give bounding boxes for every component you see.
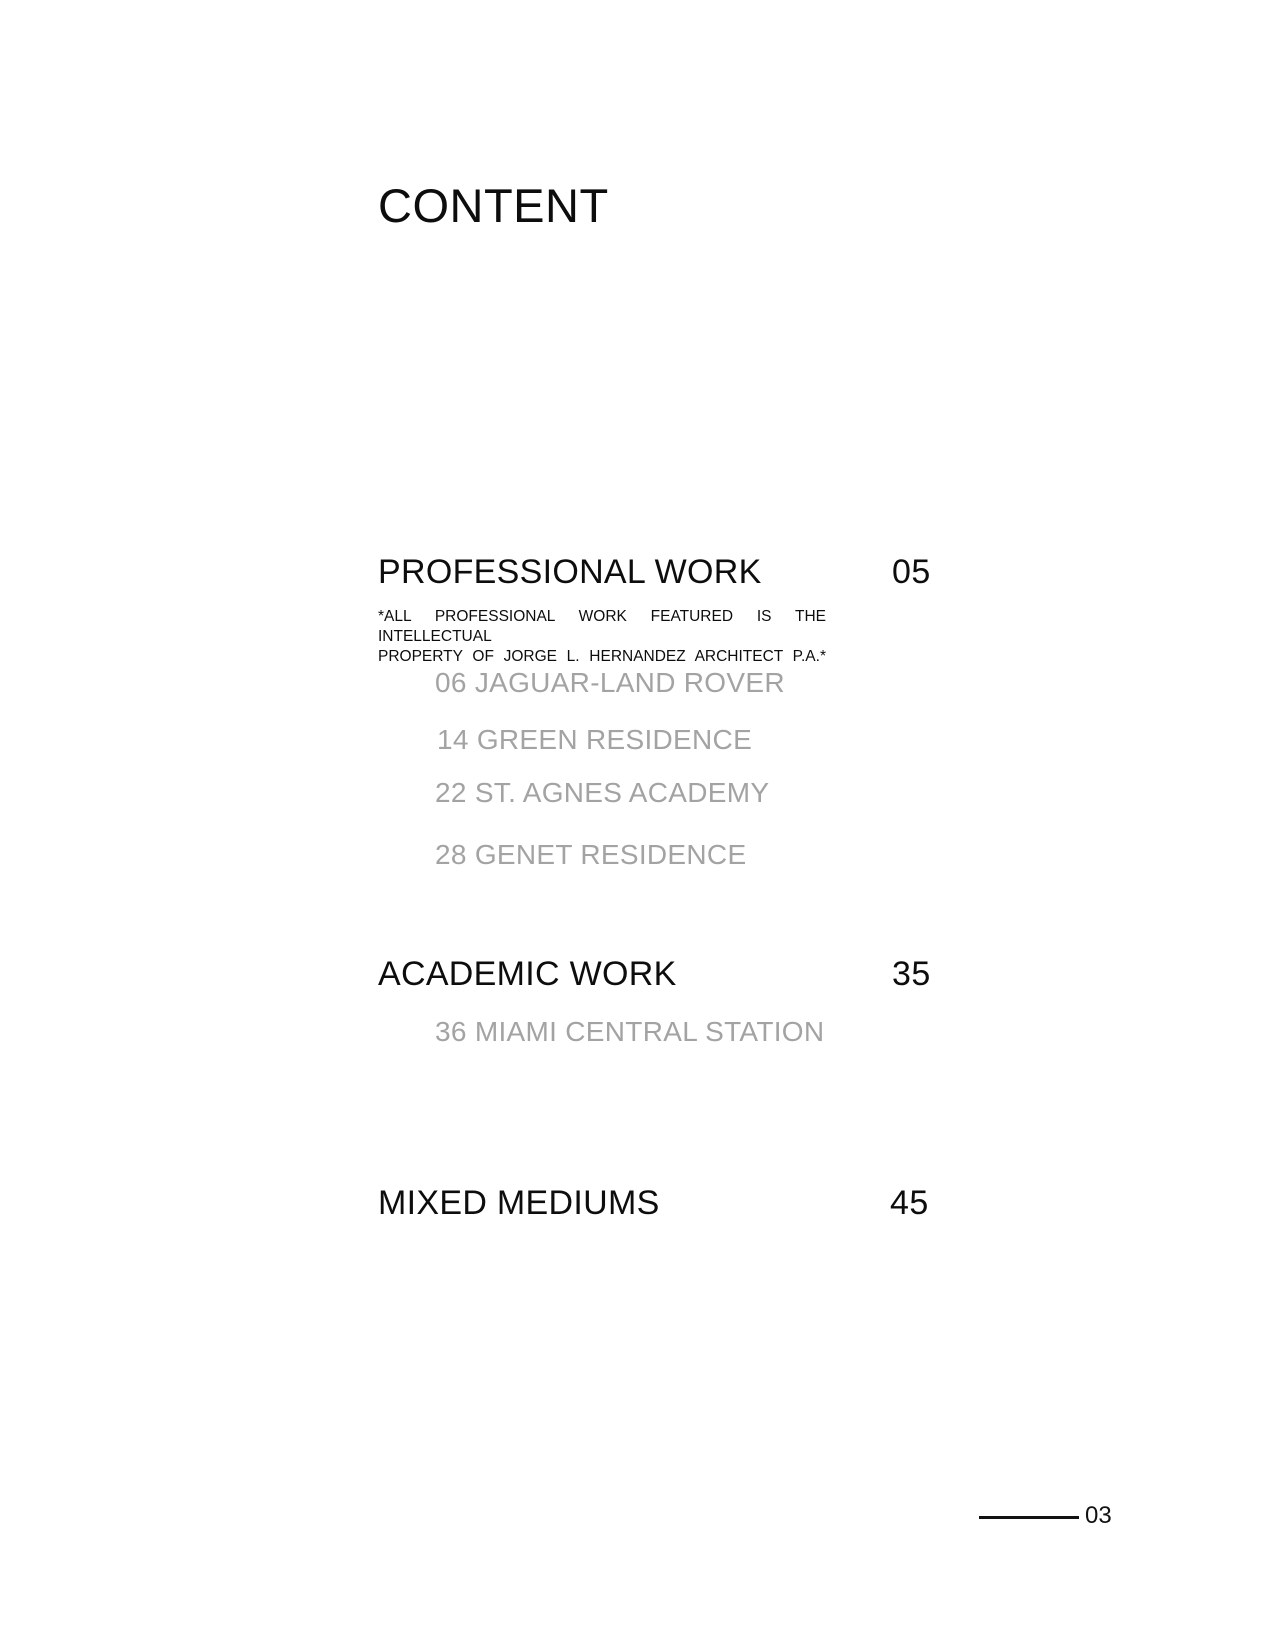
section-title-mixed-mediums[interactable]: MIXED MEDIUMS [378, 1184, 660, 1222]
section-title-academic-work[interactable]: ACADEMIC WORK [378, 955, 677, 993]
disclaimer-line-1: *ALL PROFESSIONAL WORK FEATURED IS THE INTELLECTUAL [378, 608, 826, 645]
disclaimer-line-2: PROPERTY OF JORGE L. HERNANDEZ ARCHITECT P.A.* [378, 648, 826, 665]
toc-item-miami-central-station[interactable]: 36 MIAMI CENTRAL STATION [435, 1016, 825, 1047]
section-title-professional-work[interactable]: PROFESSIONAL WORK [378, 553, 762, 591]
toc-item-st-agnes-academy[interactable]: 22 ST. AGNES ACADEMY [435, 777, 770, 808]
page-title: CONTENT [378, 179, 609, 232]
copyright-disclaimer [378, 607, 826, 667]
toc-item-green-residence[interactable]: 14 GREEN RESIDENCE [437, 724, 753, 755]
toc-item-genet-residence[interactable]: 28 GENET RESIDENCE [435, 839, 747, 870]
footer-rule [979, 1516, 1079, 1519]
section-page-mixed-mediums: 45 [890, 1184, 929, 1222]
section-page-academic-work: 35 [892, 955, 931, 993]
toc-item-jaguar-land-rover[interactable]: 06 JAGUAR-LAND ROVER [435, 667, 785, 698]
page-number: 03 [1085, 1502, 1112, 1529]
section-page-professional-work: 05 [892, 553, 931, 591]
